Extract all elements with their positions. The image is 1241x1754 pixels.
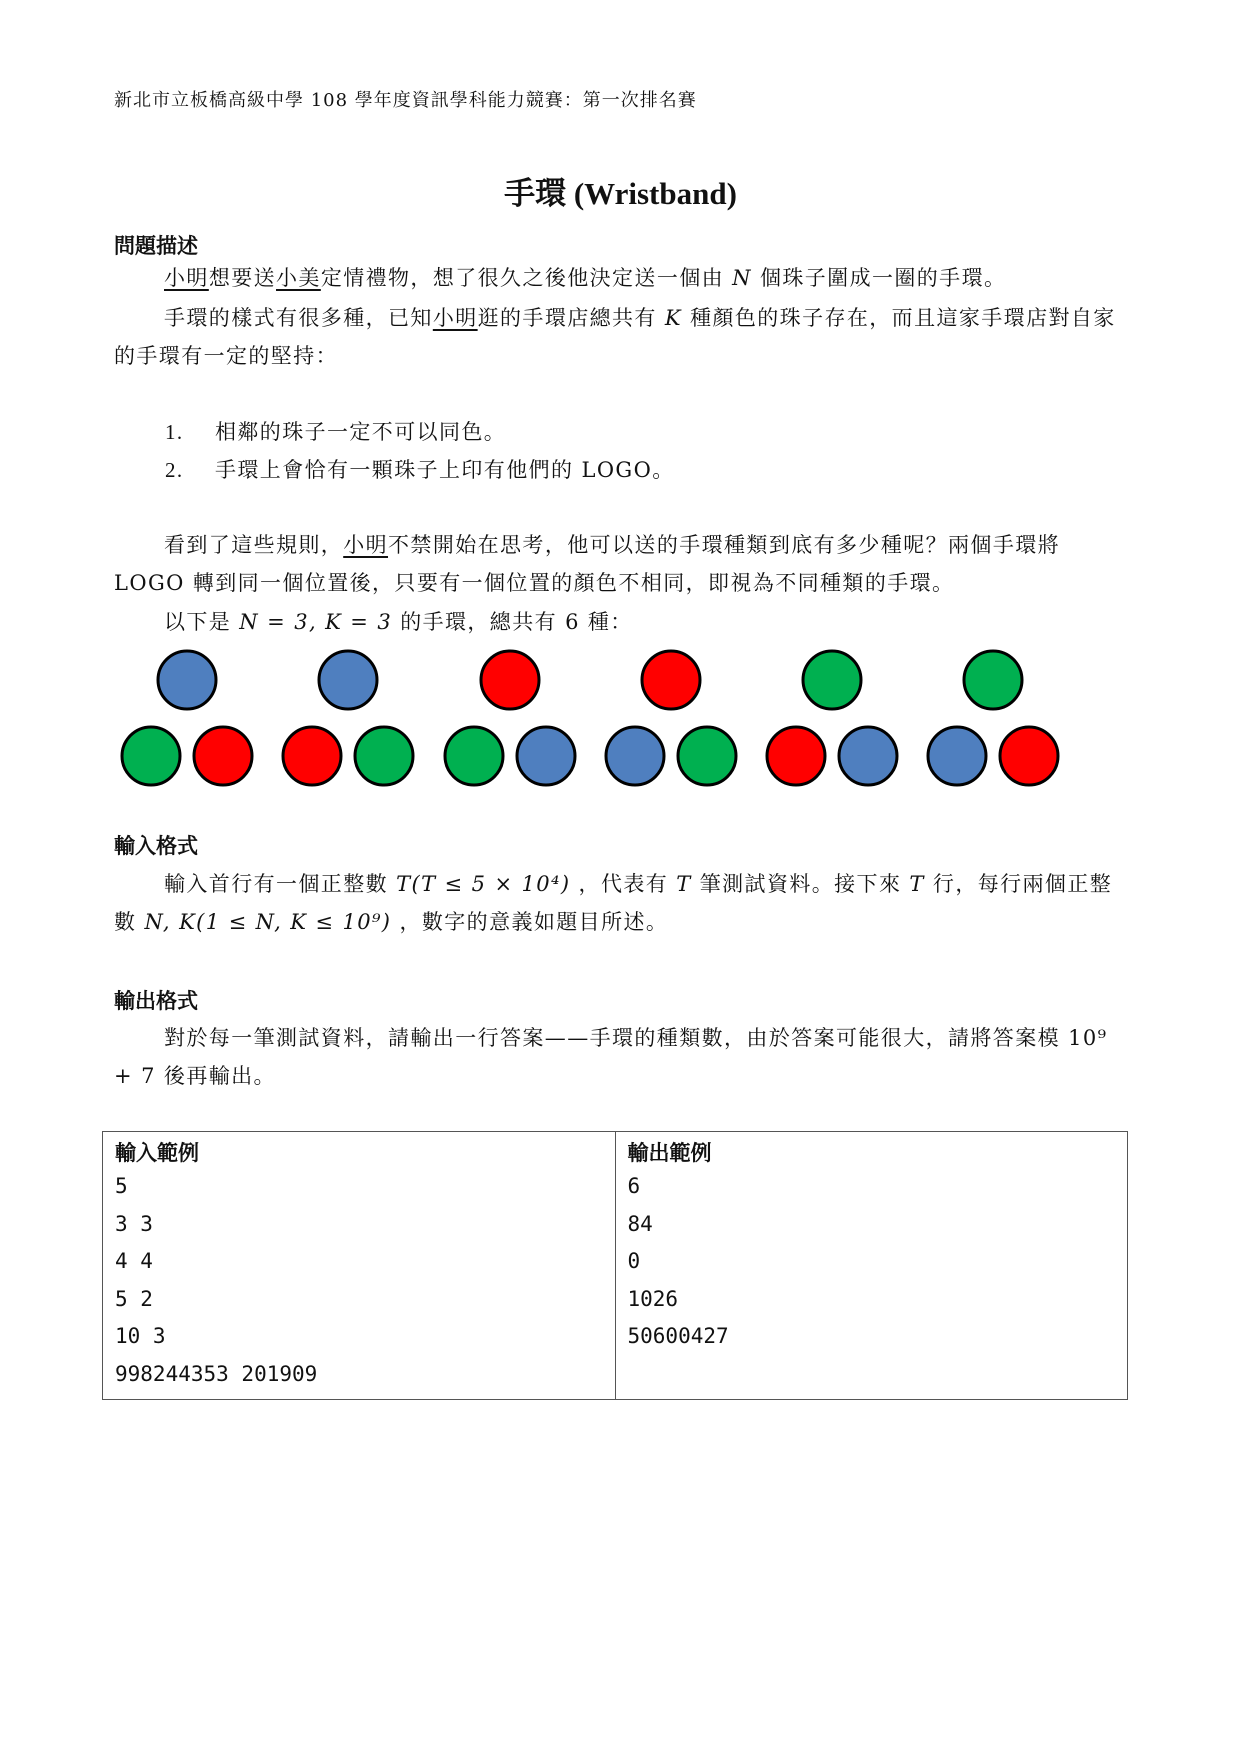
name-xiaomei: 小美 [276,266,321,290]
rule-item: 1. 相鄰的珠子一定不可以同色。 [165,420,507,444]
name-xiaoming: 小明 [432,306,478,330]
input-format-paragraph: 輸入首行有一個正整數 T(T ≤ 5 × 10⁴) ，代表有 T 筆測試資料。接下來 T 行，每行兩個正整數 N, K(1 ≤ N, K ≤ 10⁹) ，數字的意義如題目所述。 [114,872,1113,934]
sample-output-line: 50600427 [627,1324,729,1348]
bracelet-figure [0,0,1241,800]
description-paragraph-4: 以下是 N = 3, K = 3 的手環，總共有 6 種： [164,610,633,634]
output-format-paragraph: 對於每一筆測試資料，請輸出一行答案——手環的種類數，由於答案可能很大，請將答案模 10⁹ + 7 後再輸出。 [114,1026,1108,1088]
bead-green [355,727,413,785]
bead-red [642,651,700,709]
sample-output-header: 輸出範例 [627,1141,712,1165]
sample-input-line: 5 2 [115,1286,153,1311]
name-xiaoming: 小明 [164,266,209,290]
sample-input-cell [103,1132,616,1400]
description-paragraph-1: 小明想要送小美定情禮物，想了很久之後他決定送一個由 N 個珠子圍成一圈的手環。 [164,266,1007,290]
sample-input-line: 5 [115,1174,128,1198]
var-n: N [732,266,752,290]
bead-green [445,727,503,785]
bead-green [964,651,1022,709]
section-heading-description: 問題描述 [114,233,198,258]
math-modulus: 10⁹ + 7 [114,1026,1108,1088]
bead-green [803,651,861,709]
bead-blue [928,727,986,785]
sample-output-line: 1026 [627,1286,679,1311]
section-heading-input: 輸入格式 [114,833,198,858]
sample-output-line: 84 [627,1211,653,1236]
bead-green [678,727,736,785]
math-n3-k3: N = 3, K = 3 [239,610,393,634]
description-paragraph-2: 手環的樣式有很多種，已知小明逛的手環店總共有 K 種顏色的珠子存在，而且這家手環店對自家的手環有一定的堅持： [114,306,1116,368]
bead-red [1000,727,1058,785]
sample-output-cell [615,1132,1128,1400]
page-title: 手環 (Wristband) [504,176,737,211]
bead-red [767,727,825,785]
math-t-bound: T(T ≤ 5 × 10⁴) [396,872,571,896]
bead-red [283,727,341,785]
bead-red [194,727,252,785]
bead-blue [839,727,897,785]
math-nk-bound: N, K(1 ≤ N, K ≤ 10⁹) [144,910,392,934]
page-header: 新北市立板橋高級中學 108 學年度資訊學科能力競賽：第一次排名賽 [114,90,697,111]
sample-output-line: 0 [627,1249,641,1273]
bead-blue [158,651,216,709]
section-heading-output: 輸出格式 [114,988,198,1013]
var-t: T [676,872,692,896]
sample-table [102,1131,1128,1400]
bead-red [481,651,539,709]
sample-input-header: 輸入範例 [115,1141,199,1165]
name-xiaoming: 小明 [343,533,389,557]
bead-blue [319,651,377,709]
bead-blue [517,727,575,785]
sample-output-line: 6 [627,1174,641,1198]
var-t: T [909,872,925,896]
var-k: K [664,306,682,330]
sample-input-line: 10 3 [115,1324,166,1348]
sample-input-line: 998244353 201909 [115,1361,318,1386]
sample-input-line: 3 3 [115,1211,153,1236]
description-paragraph-3: 看到了這些規則，小明不禁開始在思考，他可以送的手環種類到底有多少種呢？兩個手環將 LOGO 轉到同一個位置後，只要有一個位置的顏色不相同，即視為不同種類的手環。 [114,533,1061,595]
rule-item: 2. 手環上會恰有一顆珠子上印有他們的 LOGO。 [165,458,675,482]
bead-blue [606,727,664,785]
sample-input-line: 4 4 [115,1249,153,1273]
bead-green [122,727,180,785]
